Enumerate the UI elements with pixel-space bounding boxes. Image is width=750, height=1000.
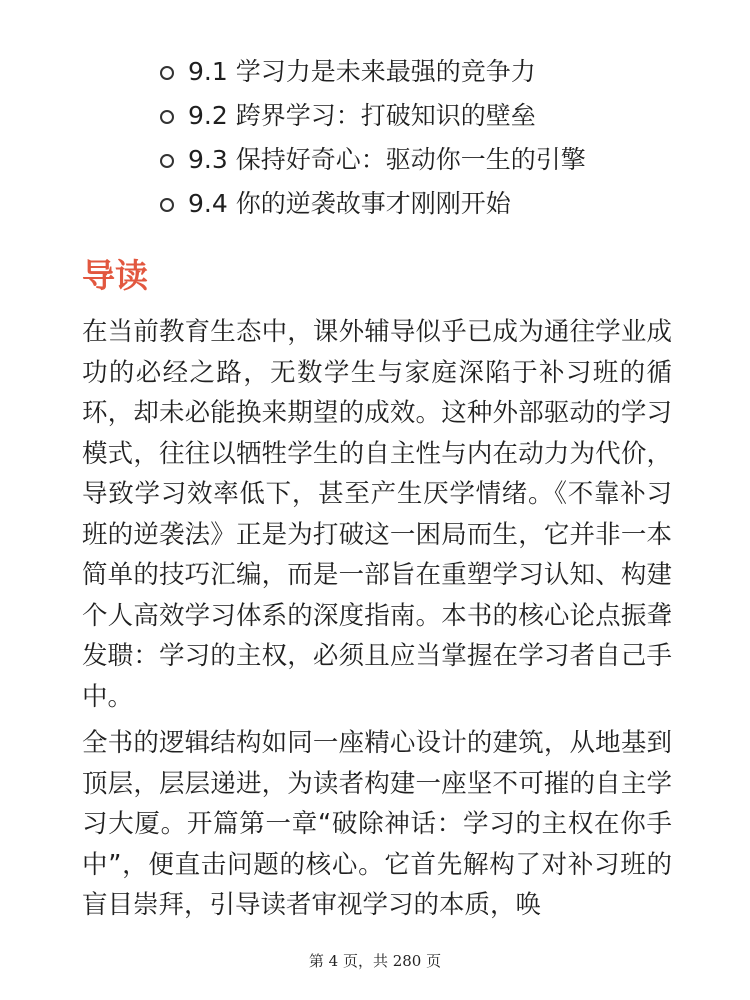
page-number-footer: 第 4 页，共 280 页 [308, 952, 442, 970]
section-body [82, 312, 672, 930]
toc-item[interactable] [160, 138, 586, 182]
circle-bullet-icon [160, 198, 174, 212]
section-heading: 导读 [82, 256, 148, 295]
toc-item[interactable] [160, 94, 586, 138]
body-paragraph: 全书的逻辑结构如同一座精心设计的建筑，从地基到顶层，层层递进，为读者构建一座坚不可摧的自主学习大厦。开篇第一章“破除神话：学习的主权在你手中”，便直击问题的核心。它首先解构了对补习班的盲目崇拜，引导读者审视学习的本质，唤 [82, 728, 672, 920]
toc-item-label: 9.1 学习力是未来最强的竞争力 [188, 57, 536, 86]
circle-bullet-icon [160, 110, 174, 124]
table-of-contents [160, 50, 586, 226]
circle-bullet-icon [160, 154, 174, 168]
toc-item-label: 9.3 保持好奇心：驱动你一生的引擎 [188, 145, 586, 174]
toc-item-label: 9.4 你的逆袭故事才刚刚开始 [188, 189, 511, 218]
toc-item-label: 9.2 跨界学习：打破知识的壁垒 [188, 101, 536, 130]
toc-item[interactable] [160, 50, 586, 94]
toc-item[interactable] [160, 182, 586, 226]
circle-bullet-icon [160, 66, 174, 80]
body-paragraph: 在当前教育生态中，课外辅导似乎已成为通往学业成功的必经之路，无数学生与家庭深陷于补习班的循环，却未必能换来期望的成效。这种外部驱动的学习模式，往往以牺牲学生的自主性与内在动力为代价，导致学习效率低下，甚至产生厌学情绪。《不靠补习班的逆袭法》正是为打破这一困局而生，它并非一本简单的技巧汇编，而是一部旨在重塑学习认知、构建个人高效学习体系的深度指南。本书的核心论点振聋发聩：学习的主权，必须且应当掌握在学习者自己手中。 [82, 317, 672, 712]
